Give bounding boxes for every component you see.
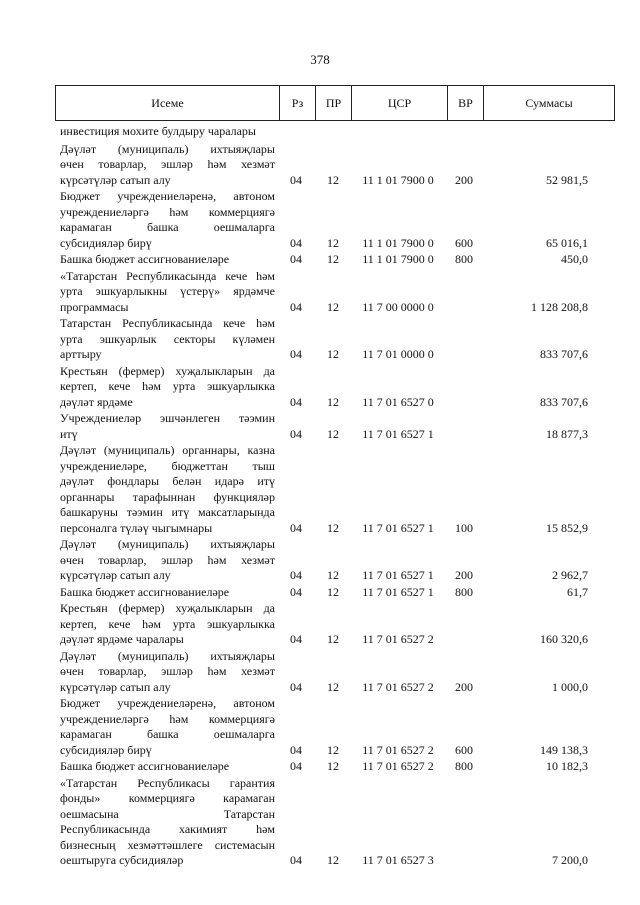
row-sum: 10 182,3 — [546, 759, 588, 773]
row-name-line: Башка бюджет ассигнованиеләре — [60, 252, 230, 266]
row-name-line: Татарстан Республикасында кече һәм — [60, 316, 275, 330]
header-csr: ЦСР — [352, 86, 448, 120]
row-name — [60, 124, 275, 140]
row-vr: 200 — [455, 172, 473, 187]
row-rz: 04 — [290, 853, 302, 867]
row-name-line: Республикасында хакимият һәм — [60, 822, 275, 836]
row-name-line: Дәүләт (муниципаль) органнары, казна — [60, 443, 275, 457]
row-rz: 04 — [290, 172, 302, 187]
row-name — [60, 776, 275, 869]
row-rz: 04 — [290, 742, 302, 757]
row-name — [60, 537, 275, 584]
row-csr: 11 7 01 6527 1 — [362, 568, 434, 582]
row-csr: 11 7 01 6527 1 — [362, 520, 434, 535]
row-name-line: оештыруга субсидияләр — [60, 853, 184, 867]
row-name — [60, 601, 275, 648]
row-name — [60, 759, 275, 775]
row-pr: 12 — [327, 347, 339, 361]
row-vr: 200 — [455, 568, 473, 582]
row-name-line: органнары тарафыннан функцияләр — [60, 489, 275, 504]
header-vr: ВР — [448, 86, 484, 120]
row-sum: 1 128 208,8 — [531, 299, 588, 314]
header-sum: Суммасы — [525, 96, 573, 110]
row-csr: 11 1 01 7900 0 — [362, 235, 434, 250]
row-sum: 833 707,6 — [540, 347, 588, 361]
row-csr: 11 1 01 7900 0 — [362, 252, 434, 266]
row-sum: 65 016,1 — [546, 235, 588, 250]
row-sum: 52 981,5 — [546, 172, 588, 187]
row-name-line: программасы — [60, 299, 129, 314]
row-name-line: итү — [60, 426, 78, 441]
row-vr: 800 — [455, 759, 473, 773]
row-name-line: күрсәтүләр сатып алу — [60, 568, 171, 582]
row-name-line: кертеп, кече һәм урта эшкуарлыкка — [60, 379, 275, 393]
row-name-line: учреждениеләргә һәм коммерциягә — [60, 711, 275, 726]
row-name-line: дәүләт фондлары белән идарә итү — [60, 474, 275, 488]
row-rz: 04 — [290, 299, 302, 314]
row-pr: 12 — [327, 759, 339, 773]
page-number: 378 — [310, 52, 330, 67]
row-name — [60, 443, 275, 536]
row-name-line: арттыру — [60, 347, 102, 361]
row-name-line: урта эшкуарлыкны үстерү» ярдәмче — [60, 284, 275, 298]
row-name-line: Бюджет учреждениеләренә, автоном — [60, 696, 275, 710]
row-name — [60, 316, 275, 363]
row-rz: 04 — [290, 632, 302, 646]
row-name-line: карамаган башка оешмаларга — [60, 220, 275, 234]
row-csr: 11 7 01 6527 2 — [362, 632, 434, 646]
row-name-line: башкаруны тәэмин итү максатларында — [60, 505, 275, 519]
row-name-line: «Татарстан Республикасы гарантия — [60, 775, 275, 790]
row-pr: 12 — [327, 632, 339, 646]
row-name-line: Учреждениеләр эшчәнлеген тәэмин — [60, 411, 275, 425]
row-name-line: Крестьян (фермер) хуҗалыкларын да — [60, 363, 275, 378]
row-name-line: субсидияләр бирү — [60, 742, 152, 757]
row-name-line: учреждениеләре, бюджеттан тыш — [60, 458, 275, 473]
row-vr: 600 — [455, 742, 473, 757]
row-pr: 12 — [327, 252, 339, 266]
row-name-line: бизнесның хезмәттәшлеге системасын — [60, 837, 275, 852]
row-name-line: урта эшкуарлык секторы күләмен — [60, 331, 275, 346]
row-rz: 04 — [290, 235, 302, 250]
row-pr: 12 — [327, 568, 339, 582]
header-pr: ПР — [316, 86, 352, 120]
row-rz: 04 — [290, 394, 302, 409]
row-csr: 11 7 00 0000 0 — [362, 299, 434, 314]
row-name-line: субсидияләр бирү — [60, 235, 152, 250]
row-pr: 12 — [327, 394, 339, 409]
row-rz: 04 — [290, 520, 302, 535]
row-rz: 04 — [290, 759, 302, 773]
row-name — [60, 269, 275, 316]
row-name-line: күрсәтүләр сатып алу — [60, 172, 171, 187]
row-csr: 11 7 01 6527 2 — [362, 759, 434, 773]
row-rz: 04 — [290, 679, 302, 694]
row-name-line: дәүләт ярдәме — [60, 394, 133, 409]
table-header — [55, 85, 615, 121]
row-csr: 11 1 01 7900 0 — [362, 172, 434, 187]
row-pr: 12 — [327, 172, 339, 187]
row-sum: 1 000,0 — [552, 679, 588, 694]
row-csr: 11 7 01 6527 2 — [362, 679, 434, 694]
row-name-line: өчен товарлар, эшләр һәм хезмәт — [60, 552, 275, 567]
row-name — [60, 585, 275, 601]
row-vr: 800 — [455, 584, 473, 599]
row-sum: 149 138,3 — [540, 742, 588, 757]
row-name — [60, 364, 275, 411]
row-csr: 11 7 01 6527 3 — [362, 853, 434, 867]
row-vr: 100 — [455, 520, 473, 535]
row-csr: 11 7 01 0000 0 — [362, 347, 434, 361]
row-name-line: Дәүләт (муниципаль) ихтыяҗлары — [60, 537, 275, 551]
row-csr: 11 7 01 6527 1 — [362, 426, 434, 441]
row-rz: 04 — [290, 584, 302, 599]
row-sum: 7 200,0 — [552, 853, 588, 867]
row-rz: 04 — [290, 568, 302, 582]
row-name-line: инвестиция мохите булдыру чаралары — [60, 124, 256, 138]
row-name — [60, 189, 275, 251]
row-name — [60, 649, 275, 696]
row-sum: 18 877,3 — [546, 426, 588, 441]
row-name-line: Башка бюджет ассигнованиеләре — [60, 759, 230, 773]
row-name — [60, 696, 275, 758]
row-pr: 12 — [327, 299, 339, 314]
row-csr: 11 7 01 6527 0 — [362, 394, 434, 409]
row-sum: 450,0 — [561, 252, 588, 266]
row-vr: 600 — [455, 235, 473, 250]
row-pr: 12 — [327, 742, 339, 757]
row-name-line: карамаган башка оешмаларга — [60, 727, 275, 741]
row-pr: 12 — [327, 584, 339, 599]
row-name-line: «Татарстан Республикасында кече һәм — [60, 268, 275, 283]
row-name-line: Крестьян (фермер) хуҗалыкларын да — [60, 601, 275, 615]
row-name-line: персоналга түләү чыгымнары — [60, 520, 213, 535]
row-vr: 200 — [455, 679, 473, 694]
row-csr: 11 7 01 6527 2 — [362, 742, 434, 757]
row-rz: 04 — [290, 426, 302, 441]
row-sum: 160 320,6 — [540, 632, 588, 646]
row-csr: 11 7 01 6527 1 — [362, 584, 434, 599]
row-name-line: кертеп, кече һәм урта эшкуарлыкка — [60, 616, 275, 631]
row-pr: 12 — [327, 426, 339, 441]
row-sum: 2 962,7 — [552, 568, 588, 582]
row-name-line: күрсәтүләр сатып алу — [60, 679, 171, 694]
row-name-line: Башка бюджет ассигнованиеләре — [60, 584, 230, 599]
header-rz: Рз — [280, 86, 316, 120]
row-name-line: Бюджет учреждениеләренә, автоном — [60, 189, 275, 203]
row-sum: 833 707,6 — [540, 394, 588, 409]
row-vr: 800 — [455, 252, 473, 266]
row-sum: 61,7 — [567, 584, 588, 599]
row-name-line: учреждениеләргә һәм коммерциягә — [60, 204, 275, 219]
row-pr: 12 — [327, 853, 339, 867]
row-pr: 12 — [327, 235, 339, 250]
row-sum: 15 852,9 — [546, 520, 588, 535]
row-name-line: өчен товарлар, эшләр һәм хезмәт — [60, 664, 275, 678]
row-name — [60, 411, 275, 442]
row-name-line: Дәүләт (муниципаль) ихтыяҗлары — [60, 648, 275, 663]
row-name-line: оешмасына Татарстан — [60, 806, 275, 821]
row-name — [60, 142, 275, 189]
row-name-line: фонды» коммерциягә карамаган — [60, 791, 275, 805]
row-name — [60, 252, 275, 268]
row-pr: 12 — [327, 679, 339, 694]
header-name: Исеме — [56, 86, 280, 120]
row-name-line: өчен товарлар, эшләр һәм хезмәт — [60, 157, 275, 171]
row-rz: 04 — [290, 347, 302, 361]
row-name-line: дәүләт ярдәме чаралары — [60, 632, 184, 646]
row-rz: 04 — [290, 252, 302, 266]
row-pr: 12 — [327, 520, 339, 535]
row-name-line: Дәүләт (муниципаль) ихтыяҗлары — [60, 141, 275, 156]
